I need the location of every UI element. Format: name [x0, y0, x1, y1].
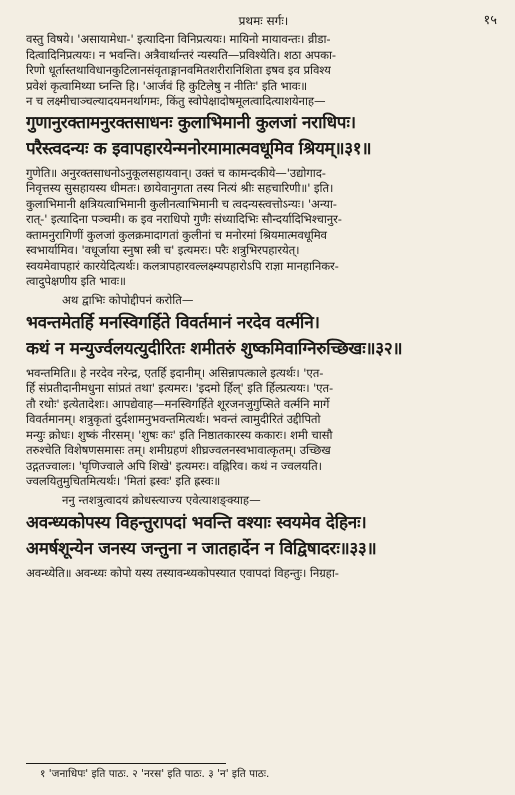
text-line: र्हि संप्रतीदानीमधुना सांप्रतं तथा' इत्यमरः। 'इदमो र्हिल्' इति र्हिल्प्रत्ययः। 'एत-: [26, 381, 334, 395]
text-line: तरुश्चेति विशेषणसमासः तम्। शमीग्रहणं शीघ्रज्वलनस्वभावात्कृतम्। उच्छिख: [26, 443, 331, 457]
text-line: दित्वादिनिप्रत्ययः। न भवन्ति। अत्रैवार्थान्तरं न्यस्यति—प्रविश्येति। शठा अपका-: [26, 47, 337, 62]
verse-line: कथं न मन्युर्ज्वलयत्युदीरितः शमीतरुं शुष्कमिवाग्निरुच्छिखः॥३२॥: [26, 338, 403, 359]
text-line: गुणेति॥ अनुरक्तसाधनोऽनुकूलसहायवान्। उक्तं च कामन्दकीये—'उद्योगाद-: [26, 165, 326, 180]
commentary-block-2: [26, 166, 501, 290]
page-number: १५: [483, 13, 497, 28]
chapter-title: प्रथमः सर्गः।: [238, 14, 289, 28]
footnote: १ 'जनाधिपः' इति पाठः. २ 'नरस' इति पाठः. ३ 'न' इति पाठः.: [40, 768, 270, 780]
text-line: उद्गतज्वालः। 'घृणिज्वाले अपि शिखे' इत्यमरः। वह्निरिव। कथं न ज्वलयति।: [26, 458, 322, 473]
text-line: तौ रथोः' इत्येतादेशः। आपद्येवाह—मनस्विगर्हिते शूरजनजुगुप्सिते वर्त्मनि मार्गे: [26, 396, 330, 411]
text-line: कुलाभिमानी क्षत्रियत्वाभिमानी कुलीनत्वाभिमानी च त्वदन्यस्त्वत्तोऽन्यः। 'अन्या-: [26, 196, 337, 211]
verse-33: [26, 510, 501, 562]
text-line: वस्तु विषये। 'असायामेधा-' इत्यादिना विनिप्रत्ययः। मायिनो मायावन्तः। व्रीडा-: [26, 32, 331, 46]
text-line: रात्-' इत्यादिना पञ्चमी। क इव नराधिपो गुणैः संध्यादिभिः सौन्दर्यादिभिश्चानुर-: [26, 212, 342, 226]
verse-32: [26, 310, 501, 362]
verse-line: अमर्षशून्येन जनस्य जन्तुना न जातहार्देन न विद्विषादरः॥३३॥: [26, 538, 377, 559]
page-header: [26, 6, 501, 32]
text-line: स्वभार्यामिव। 'वधूर्जाया स्नुषा स्त्री च' इत्यमरः। परैः शत्रुभिरपहारयेत्।: [26, 243, 300, 257]
text-line: भवन्तमिति॥ हे नरदेव नरेन्द्र, एतर्हि इदानीम्। असिन्नापत्काले इत्यर्थः। 'एत-: [26, 365, 324, 380]
commentary-block-3: [26, 366, 501, 490]
text-line: रिणो धूर्तास्तथाविधानकुटिलानसंवृताङ्गानवमितशरीरानिशिता इषव इव प्रविश्य: [26, 63, 331, 77]
text-line: ज्वलयितुमुचितमित्यर्थः। 'मितां ह्रस्वः' इति ह्रस्वः॥: [26, 474, 221, 488]
text-line: प्रवेशं कृत्वामिथ्या घ्नन्ति हि। 'आर्जवं हि कुटिलेषु न नीतिः' इति भावः॥: [26, 78, 308, 93]
footnote-divider: [26, 763, 226, 764]
verse-line: अवन्ध्यकोपस्य विहन्तुरापदां भवन्ति वश्याः स्वयमेव देहिनः।: [26, 512, 367, 533]
commentary-block-1: [26, 32, 501, 110]
text-line: न च लक्ष्मीचाञ्चल्यादयमनर्थागमः, किंतु स्वोपेक्षादोषमूलत्वादित्याशयेनाह—: [26, 94, 326, 108]
text-line: स्वयमेवापहारं कारयेदित्यर्थः। कलत्रापहारवल्लक्ष्म्यपहारोऽपि राज्ञा मानहानिकर-: [26, 258, 339, 273]
text-line: मन्युः क्रोधः। शुष्कं नीरसम्। 'शुषः कः' इति निष्ठातकारस्य ककारः। शमी चासौ: [26, 427, 333, 442]
verse-intro: ननु न्तशत्रुत्वादयं क्रोधस्त्याज्य एवेत्याशङ्क्याह—: [62, 492, 261, 507]
text-line: अवन्ध्येति॥ अवन्ध्यः कोपो यस्य तस्यावन्ध्यकोपस्यात एवापदां विहन्तुः। निग्रहा-: [26, 565, 339, 580]
text-line: क्तामनुरागिणीं कुलजां कुलक्रमादागतां कुलीनां च मनोरमां श्रियमात्मवधूमिव: [26, 227, 327, 242]
verse-31: [26, 110, 501, 162]
text-line: निवृत्तस्य सुसहायस्य धीमतः। छायेवानुगता तस्य नित्यं श्रीः सहचारिणी॥' इति।: [26, 181, 334, 195]
verse-intro: अथ द्वाभिः कोपोद्दीपनं करोति—: [62, 292, 194, 307]
verse-line: भवन्तमेतर्हि मनस्विगर्हिते विवर्तमानं नरदेव वर्त्मनि।: [26, 312, 320, 333]
text-line: विवर्तमानम्। शत्रुकृतां दुर्दशामनुभवन्तमित्यर्थः। भवन्तं त्वामुदीरितं उद्दीपितो: [26, 412, 321, 426]
verse-line: परैस्त्वदन्यः क इवापहारयेन्मनोरमामात्मवधूमिव श्रियम्॥३१॥: [26, 138, 372, 159]
verse-line: गुणानुरक्तामनुरक्तसाधनः कुलाभिमानी कुलजां नराधिपः।: [26, 112, 356, 133]
commentary-block-4: [26, 566, 501, 582]
text-line: त्वादुपेक्षणीय इति भावः॥: [26, 274, 126, 288]
